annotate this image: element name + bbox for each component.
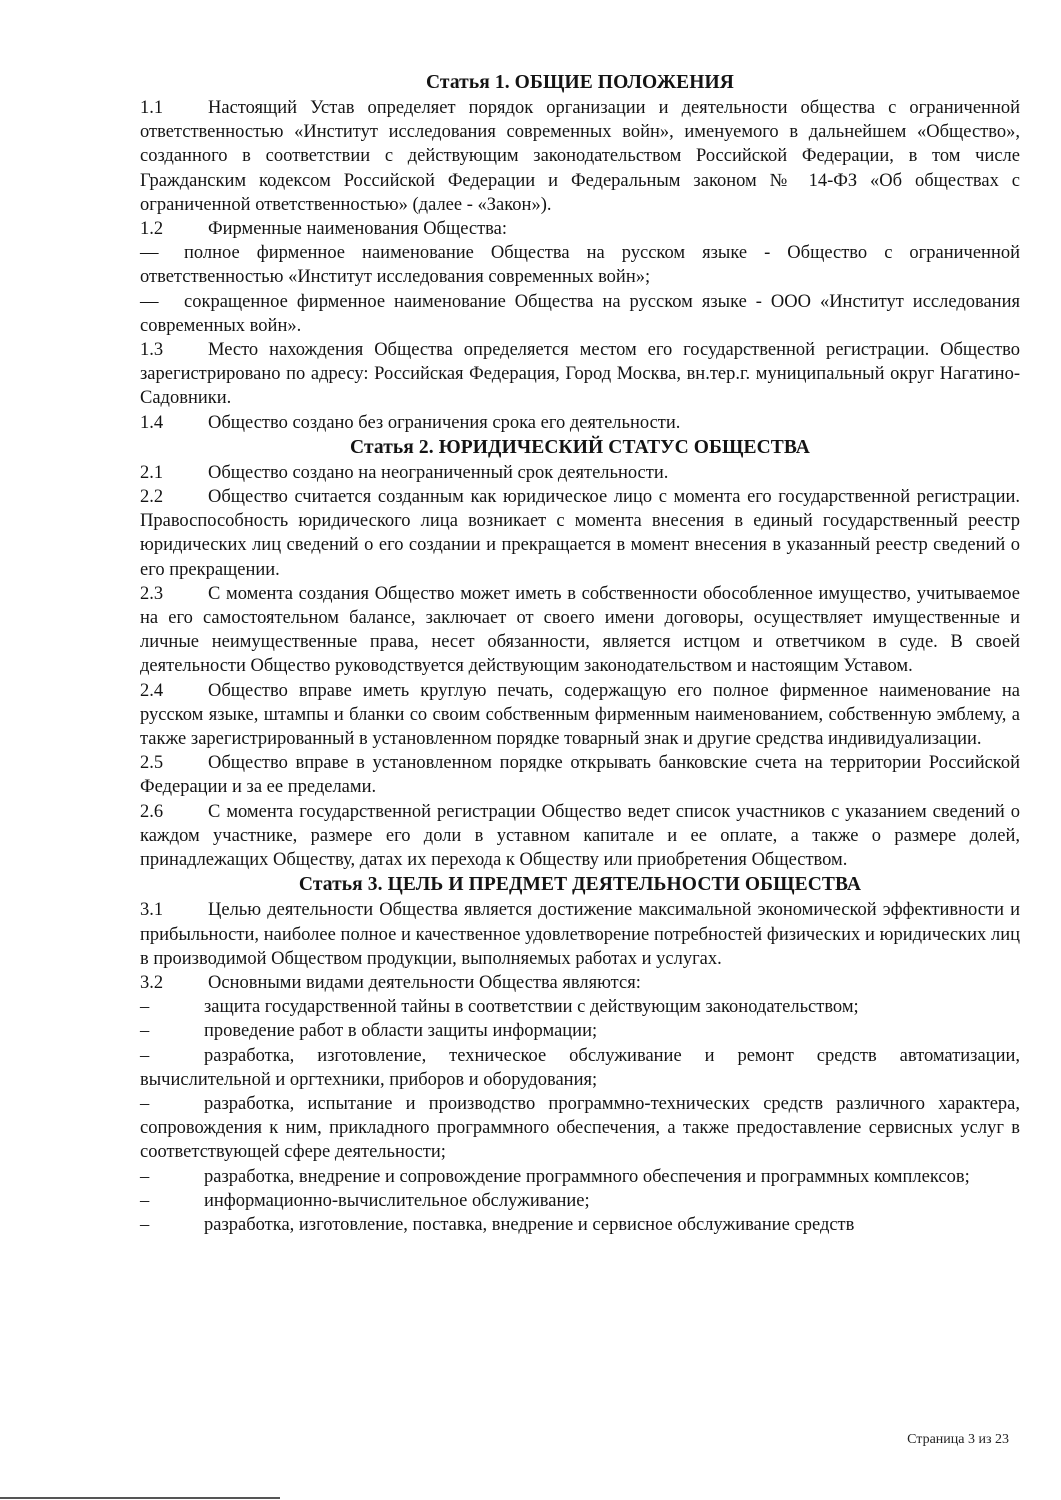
paragraph-text: разработка, изготовление, поставка, внедрение и сервисное обслуживание средств — [204, 1214, 855, 1235]
paragraph — [140, 1213, 1020, 1237]
list-dash: — — [140, 243, 159, 264]
paragraph-text: полное фирменное наименование Общества на русском языке - Общество с ограниченной ответственностью «Институт исследования современных войн»; — [140, 243, 1020, 288]
clause-number: 1.4 — [140, 412, 164, 433]
paragraph — [140, 485, 1020, 582]
paragraph — [140, 971, 1020, 995]
clause-number: 1.1 — [140, 98, 164, 118]
paragraph-text: защита государственной тайны в соответствии с действующим законодательством; — [204, 997, 859, 1018]
paragraph — [140, 1092, 1020, 1165]
paragraph — [140, 1019, 1020, 1043]
paragraph-text: С момента государственной регистрации Общество ведет список участников с указанием сведений о каждом участнике, размере его доли в уставном капитале и ее оплате, а также о размере долей, принадлежащих Обществу, датах их перехода к Обществу или приобретения Обществом. — [140, 801, 1020, 871]
paragraph — [140, 1044, 1020, 1092]
scan-edge-line — [0, 1497, 280, 1499]
clause-number: 2.5 — [140, 753, 164, 774]
paragraph — [140, 898, 1020, 971]
page-number: Страница 3 из 23 — [907, 1432, 1009, 1447]
paragraph-text: проведение работ в области защиты информации; — [204, 1021, 598, 1042]
clause-number: 3.1 — [140, 900, 164, 921]
clause-number: 1.2 — [140, 219, 164, 240]
list-dash: – — [140, 1021, 150, 1042]
paragraph-text: Место нахождения Общества определяется местом его государственной регистрации. Общество зарегистрировано по адресу: Российская Федерация, Город Москва, вн.тер.г. муниципальный округ Нагатино-Садовники. — [140, 340, 1020, 409]
paragraph-text: Основными видами деятельности Общества являются: — [208, 972, 641, 993]
paragraph-text: сокращенное фирменное наименование Общества на русском языке - ООО «Институт исследования современных войн». — [140, 291, 1020, 336]
paragraph-text: Настоящий Устав определяет порядок организации и деятельности общества с ограниченной ответственностью «Институт исследования современных войн», именуемого в дальнейшем «Общество», созданного в соответствии с действующим законодательством Российской Федерации, в том числе Гражданским кодексом Российской Федерации и Федеральным законом № 14-ФЗ «Об обществах с ограниченной ответственностью» (далее - «Закон»). — [140, 98, 1020, 215]
paragraph-text: Общество считается созданным как юридическое лицо с момента его государственной регистрации. Правоспособность юридического лица возникает с момента внесения в единый государственный реестр юридических лиц сведений о его создании и прекращается в момент внесения в указанный реестр сведений о его прекращении. — [140, 487, 1020, 580]
article-heading: Статья 1. ОБЩИЕ ПОЛОЖЕНИЯ — [425, 72, 734, 93]
paragraph-text: разработка, испытание и производство программно-технических средств различного характера, сопровождения к ним, прикладного программного обеспечения, а также предоставление сервисных услуг в соответствующей сфере деятельности; — [140, 1093, 1020, 1163]
document-body — [140, 70, 1020, 1237]
paragraph-text: разработка, изготовление, техническое обслуживание и ремонт средств автоматизации, вычислительной и оргтехники, приборов и оборудования; — [140, 1045, 1020, 1090]
paragraph — [140, 800, 1020, 873]
list-dash: – — [140, 1093, 150, 1114]
paragraph — [140, 217, 1020, 241]
paragraph — [140, 461, 1020, 485]
paragraph — [140, 751, 1020, 799]
paragraph-text: Фирменные наименования Общества: — [208, 219, 508, 240]
clause-number: 2.4 — [140, 680, 164, 701]
list-dash: – — [140, 1045, 150, 1066]
article-heading: Статья 2. ЮРИДИЧЕСКИЙ СТАТУС ОБЩЕСТВА — [350, 436, 810, 458]
paragraph — [140, 290, 1020, 338]
paragraph-text: Общество вправе иметь круглую печать, содержащую его полное фирменное наименование на русском языке, штампы и бланки со своим собственным фирменным наименованием, собственную эмблему, а также зарегистрированный в установленном порядке товарный знак и другие средства индивидуализации. — [140, 680, 1020, 750]
clause-number: 1.3 — [140, 340, 164, 361]
list-dash: — — [140, 291, 159, 312]
paragraph — [140, 1165, 1020, 1189]
list-dash: – — [140, 1214, 150, 1235]
clause-number: 2.6 — [140, 801, 164, 822]
clause-number: 3.2 — [140, 972, 164, 993]
clause-number: 2.2 — [140, 487, 164, 508]
paragraph-text: Общество создано на неограниченный срок деятельности. — [208, 462, 669, 483]
paragraph-text: разработка, внедрение и сопровождение программного обеспечения и программных комплексов; — [204, 1166, 970, 1187]
paragraph-text: С момента создания Общество может иметь в собственности обособленное имущество, учитываемое на его самостоятельном балансе, заключает от своего имени договоры, осуществляет имущественные и личные неимущественные права, несет обязанности, является истцом и ответчиком в суде. В своей деятельности Общество руководствуется действующим законодательством и настоящим Уставом. — [140, 583, 1020, 677]
paragraph — [140, 995, 1020, 1019]
paragraph-text: Общество создано без ограничения срока его деятельности. — [208, 412, 681, 433]
paragraph — [140, 582, 1020, 679]
paragraph-text: информационно-вычислительное обслуживание; — [204, 1190, 590, 1211]
clause-number: 2.3 — [140, 583, 164, 604]
list-dash: – — [140, 1166, 150, 1187]
paragraph — [140, 679, 1020, 752]
paragraph-text: Общество вправе в установленном порядке открывать банковские счета на территории Российской Федерации и за ее пределами. — [140, 753, 1020, 798]
list-dash: – — [140, 1190, 150, 1211]
article-heading: Статья 3. ЦЕЛЬ И ПРЕДМЕТ ДЕЯТЕЛЬНОСТИ ОБЩЕСТВА — [298, 874, 862, 896]
list-dash: – — [140, 997, 150, 1018]
paragraph — [140, 1189, 1020, 1213]
paragraph-text: Целью деятельности Общества является достижение максимальной экономической эффективности и прибыльности, наиболее полное и качественное удовлетворение потребностей физических и юридических лиц в производимой Обществом продукции, выполняемых работах и услугах. — [140, 900, 1020, 969]
paragraph — [140, 411, 1020, 435]
clause-number: 2.1 — [140, 462, 164, 483]
paragraph — [140, 241, 1020, 289]
paragraph — [140, 338, 1020, 411]
paragraph — [140, 96, 1020, 217]
